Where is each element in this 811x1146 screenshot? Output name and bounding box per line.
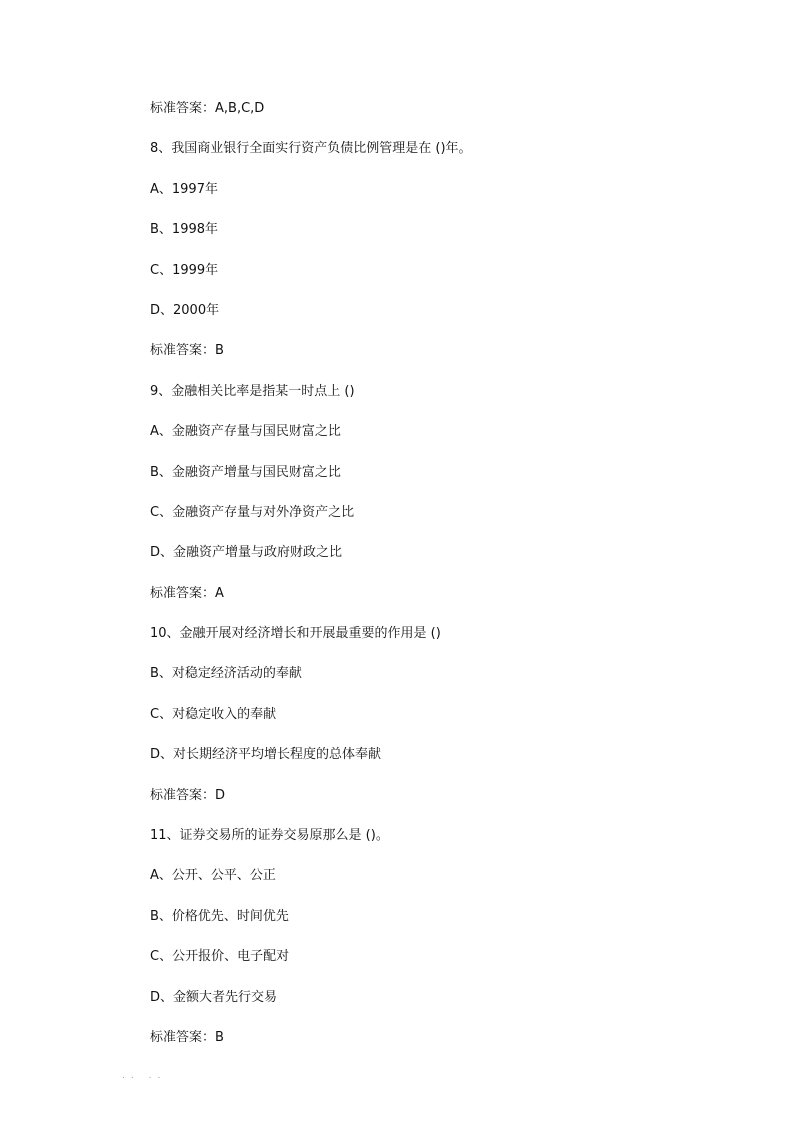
option-line: D、对长期经济平均增长程度的总体奉献 — [150, 747, 382, 763]
question-9: 9、金融相关比率是指某一时点上 () — [150, 383, 355, 399]
option-line: D、2000年 — [150, 302, 220, 318]
option-line: B、1998年 — [150, 222, 219, 238]
question-10: 10、金融开展对经济增长和开展最重要的作用是 () — [150, 626, 441, 642]
answer-key-line: 标准答案：D — [150, 787, 226, 803]
answer-key-line: 标准答案：A — [150, 585, 224, 601]
question-11: 11、证券交易所的证券交易原那么是 ()。 — [150, 828, 389, 844]
option-line: C、1999年 — [150, 262, 219, 278]
page-footer-mark: .. .. — [122, 1071, 167, 1081]
option-line: D、金融资产增量与政府财政之比 — [150, 545, 343, 561]
option-line: B、对稳定经济活动的奉献 — [150, 666, 302, 682]
option-line: A、金融资产存量与国民财富之比 — [150, 424, 341, 440]
option-line: A、1997年 — [150, 181, 218, 197]
option-line: D、金额大者先行交易 — [150, 989, 278, 1005]
answer-key-line: 标准答案：B — [150, 1029, 224, 1045]
answer-key-line: 标准答案：B — [150, 343, 224, 359]
option-line: C、金融资产存量与对外净资产之比 — [150, 504, 355, 520]
answer-key-line: 标准答案：A,B,C,D — [150, 101, 265, 116]
option-line: C、公开报价、电子配对 — [150, 949, 290, 965]
question-list — [150, 100, 750, 1069]
question-8: 8、我国商业银行全面实行资产负债比例管理是在 ()年。 — [150, 141, 472, 157]
option-line: B、价格优先、时间优先 — [150, 908, 289, 924]
option-line: A、公开、公平、公正 — [150, 868, 276, 884]
option-line: C、对稳定收入的奉献 — [150, 706, 277, 722]
option-line: B、金融资产增量与国民财富之比 — [150, 464, 341, 480]
